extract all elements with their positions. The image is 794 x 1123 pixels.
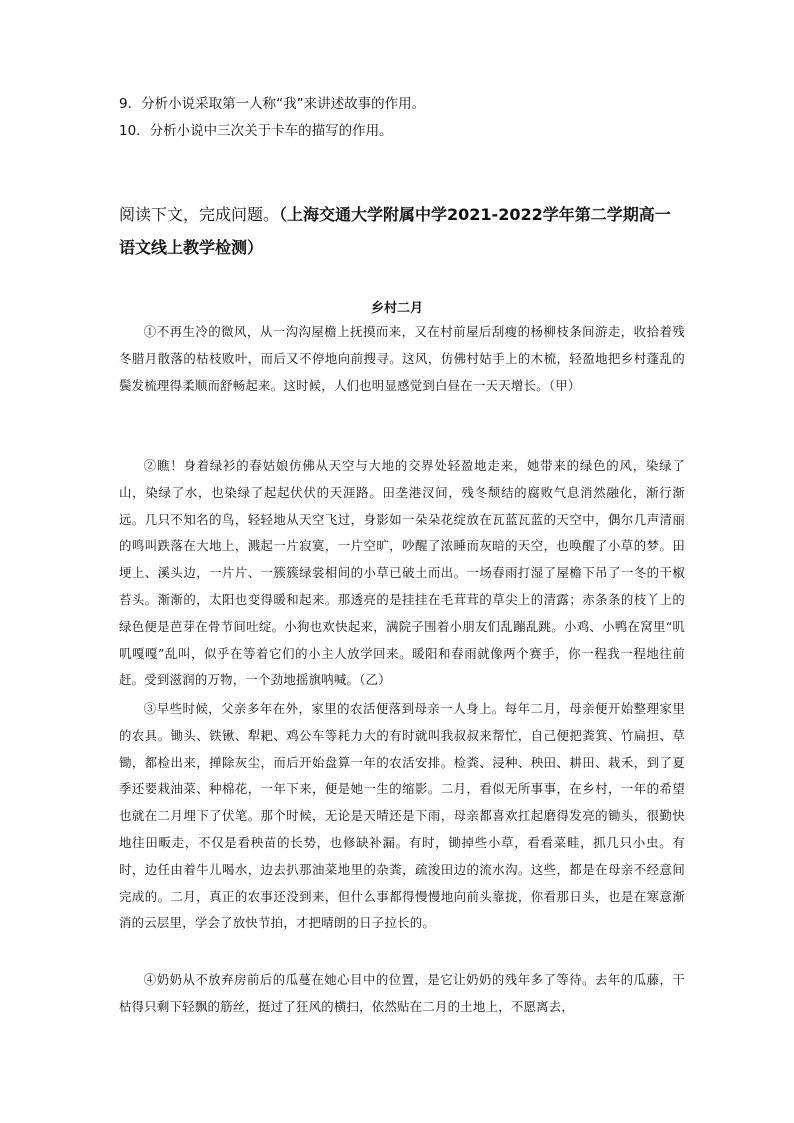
- article-paragraph-1: ①不再生冷的微风，从一沟沟屋檐上抚摸而来，又在村前屋后刮瘦的杨柳枝条间游走，收拾着残冬腊月散落的枯枝败叶，而后又不停地向前搜寻。这风，仿佛村姑手上的木梳，轻盈地把乡村蓬乱的鬓发梳理得柔顺而舒畅起来。这时候，人们也明显感觉到白昼在一天天增长。（甲）: [119, 324, 685, 393]
- instruction-source: （上海交通大学附属中学2021-2022学年第二学期高一语文线上教学检测）: [119, 205, 671, 257]
- article-paragraph-2: ②瞧！身着绿衫的春姑娘仿佛从天空与大地的交界处轻盈地走来，她带来的绿色的风，染绿了山，染绿了水，也染绿了起起伏伏的天涯路。田垄港汊间，残冬颓结的腐败气息消然融化，渐行渐远。几只不知名的鸟，轻轻地从天空飞过，身影如一朵朵花绽放在瓦蓝瓦蓝的天空中，偶尔几声清丽的鸣叫跌落在大地上，溅起一片寂寞，一片空旷，吵醒了浓睡而灰暗的天空，也唤醒了小草的梦。田埂上、溪头边，一片片、一簇簇绿裳相间的小草已破土而出。一场春雨打湿了屋檐下吊了一冬的干椒苔头。渐渐的，太阳也变得暖和起来。那透亮的是挂挂在毛茸茸的草尖上的清露；赤条条的枝丫上的绿色便是芭芽在骨节间吐绽。小狗也欢快起来，满院子围着小朋友们乱蹦乱跳。小鸡、小鸭在窝里“叽叽嘎嘎”乱叫，似乎在等着它们的小主人放学回来。暖阳和春雨就像两个赛手，你一程我一程地往前赶。受到滋润的万物，一个劲地摇旗呐喊。（乙）: [119, 458, 685, 688]
- question-10: 10．分析小说中三次关于卡车的描写的作用。: [119, 123, 393, 139]
- question-9: 9．分析小说采取第一人称“我”来讲述故事的作用。: [119, 96, 426, 112]
- article-paragraph-3: ③早些时候，父亲多年在外，家里的农活便落到母亲一人身上。每年二月，母亲便开始整理家里的农具。锄头、铁锹、犁耙、鸡公车等耗力大的有时就叫我叔叔来帮忙，自己便把粪箕、竹扁担、草锄，都检出来，掸除灰尘，而后开始盘算一年的农活安排。检粪、浸种、秧田、耕田、栽禾，到了夏季还要栽油菜、种棉花，一年下来，便是她一生的缩影。二月，看似无所事事，在乡村，一年的希望也就在二月埋下了伏笔。那个时候，无论是天晴还是下雨，母亲都喜欢扛起磨得发亮的锄头，很勤快地往田畈走，不仅是看秧苗的长势，也修缺补漏。有时，锄掉些小草，看看菜畦，抓几只小虫。有时，边任由着牛儿喝水，边去扒那油菜地里的杂粪，疏浚田边的流水沟。这些，都是在母亲不经意间完成的。二月，真正的农事还没到来，但什么事都得慢慢地向前头靠拢，你看那日头，也是在寒意渐消的云层里，学会了放快节拍，才把晴朗的日子拉长的。: [119, 701, 685, 931]
- article-paragraph-4: ④奶奶从不放弃房前后的瓜蔓在她心目中的位置，是它让奶奶的残年多了等待。去年的瓜藤，干枯得只剩下轻飘的筋丝，挺过了狂风的横扫，依然贴在二月的土地上，不愿离去，: [119, 972, 685, 1014]
- article-title: 乡村二月: [370, 301, 423, 316]
- instruction-lead: 阅读下文，完成问题。: [119, 205, 280, 224]
- reading-instruction: [119, 198, 685, 264]
